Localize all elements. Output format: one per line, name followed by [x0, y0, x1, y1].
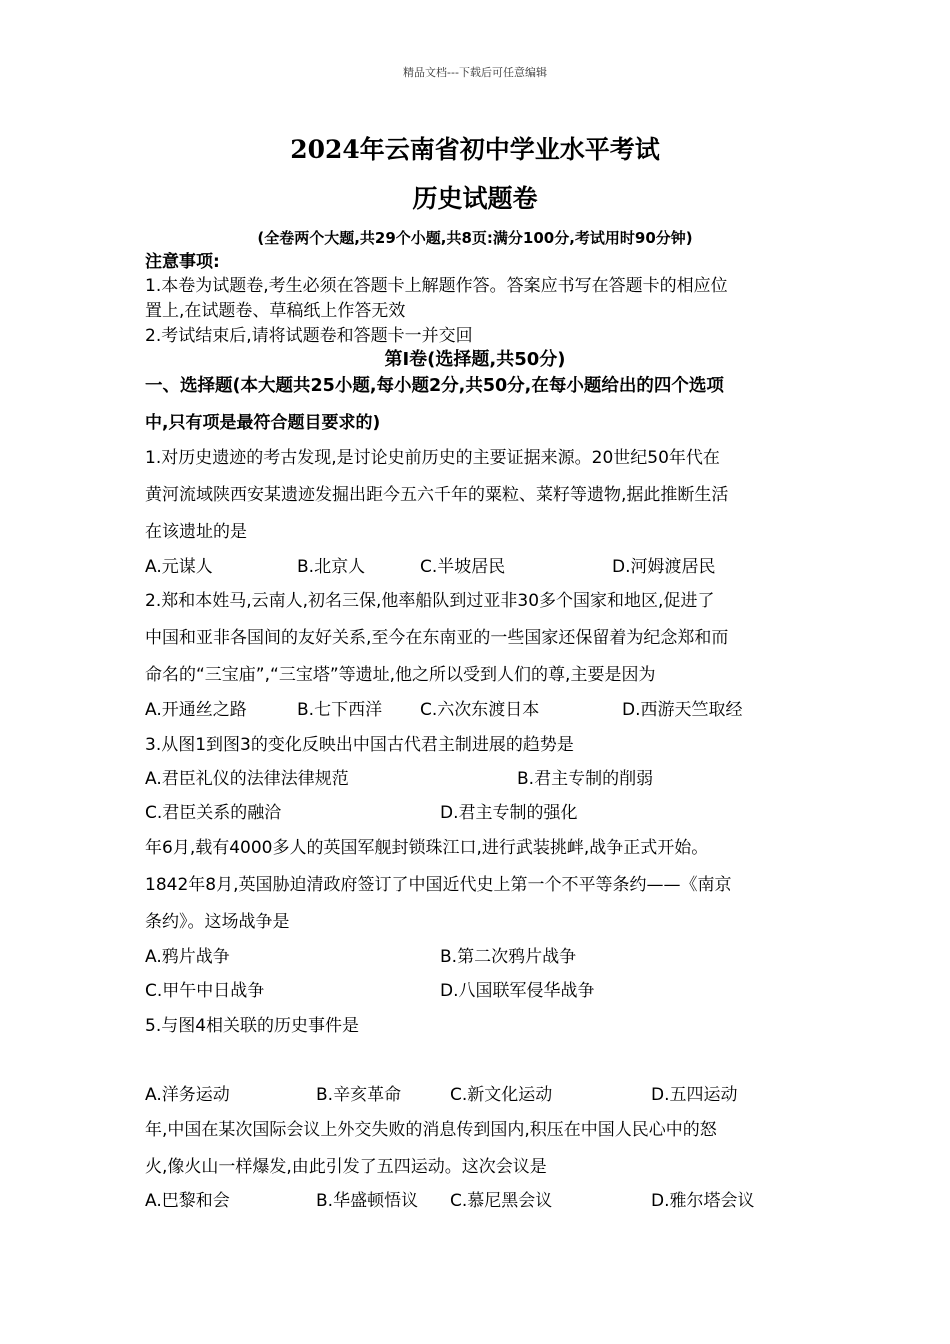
question-1-text: 1.对历史遗迹的考古发现,是讨论史前历史的主要证据来源。20世纪50年代在 [145, 448, 720, 468]
question-4-text: 年6月,载有4000多人的英国军舰封锁珠江口,进行武装挑衅,战争正式开始。 [145, 838, 709, 858]
question-4-option-a: A.鸦片战争 [145, 947, 230, 967]
question-2-option-a: A.开通丝之路 [145, 700, 247, 720]
question-1-option-a: A.元谋人 [145, 557, 213, 577]
question-2-option-c: C.六次东渡日本 [420, 700, 540, 720]
notes-heading: 注意事项: [145, 252, 220, 272]
part-heading: 中,只有项是最符合题目要求的) [145, 413, 381, 433]
question-6-text: 火,像火山一样爆发,由此引发了五四运动。这次会议是 [145, 1157, 547, 1177]
notes-line: 2.考试结束后,请将试题卷和答题卡一并交回 [145, 326, 473, 346]
question-1-option-c: C.半坡居民 [420, 557, 506, 577]
question-4-option-d: D.八国联军侵华战争 [440, 981, 595, 1001]
question-2-option-b: B.七下西洋 [297, 700, 383, 720]
question-6-option-d: D.雅尔塔会议 [651, 1191, 755, 1211]
question-5-option-c: C.新文化运动 [450, 1085, 553, 1105]
question-5-text: 5.与图4相关联的历史事件是 [145, 1016, 360, 1036]
question-5-option-d: D.五四运动 [651, 1085, 738, 1105]
question-6-text: 年,中国在某次国际会议上外交失败的消息传到国内,积压在中国人民心中的怒 [145, 1120, 717, 1140]
section-title: 第Ⅰ卷(选择题,共50分) [384, 349, 566, 370]
question-2-text: 中国和亚非各国间的友好关系,至今在东南亚的一些国家还保留着为纪念郑和而 [145, 628, 729, 648]
notes-line: 1.本卷为试题卷,考生必须在答题卡上解题作答。答案应书写在答题卡的相应位 [145, 276, 728, 296]
question-2-text: 2.郑和本姓马,云南人,初名三保,他率船队到过亚非30多个国家和地区,促进了 [145, 591, 715, 611]
question-2-option-d: D.西游天竺取经 [622, 700, 743, 720]
question-6-option-b: B.华盛顿悟议 [316, 1191, 419, 1211]
exam-title: 2024年云南省初中学业水平考试 [290, 135, 660, 164]
question-1-text: 在该遗址的是 [145, 522, 247, 542]
question-4-option-b: B.第二次鸦片战争 [440, 947, 577, 967]
notes-line: 置上,在试题卷、草稿纸上作答无效 [145, 301, 406, 321]
question-1-option-d: D.河姆渡居民 [612, 557, 716, 577]
question-3-option-b: B.君主专制的削弱 [517, 769, 654, 789]
question-4-option-c: C.甲午中日战争 [145, 981, 265, 1001]
exam-subtitle: 历史试题卷 [412, 184, 538, 213]
question-1-text: 黄河流域陕西安某遗迹发掘出距今五六千年的粟粒、菜籽等遗物,据此推断生活 [145, 485, 729, 505]
exam-info: (全卷两个大题,共29个小题,共8页:满分100分,考试用时90分钟) [257, 229, 693, 247]
question-1-option-b: B.北京人 [297, 557, 366, 577]
question-3-option-c: C.君臣关系的融洽 [145, 803, 282, 823]
question-6-option-a: A.巴黎和会 [145, 1191, 230, 1211]
question-3-option-a: A.君臣礼仪的法律法律规范 [145, 769, 349, 789]
question-6-option-c: C.慕尼黑会议 [450, 1191, 553, 1211]
question-2-text: 命名的“三宝庙”,“三宝塔”等遗址,他之所以受到人们的尊,主要是因为 [145, 665, 656, 685]
page-header: 精品文档---下载后可任意编辑 [403, 66, 547, 79]
question-3-option-d: D.君主专制的强化 [440, 803, 578, 823]
question-3-text: 3.从图1到图3的变化反映出中国古代君主制进展的趋势是 [145, 735, 574, 755]
question-5-option-a: A.洋务运动 [145, 1085, 230, 1105]
part-heading: 一、选择题(本大题共25小题,每小题2分,共50分,在每小题给出的四个选项 [145, 376, 724, 396]
question-5-option-b: B.辛亥革命 [316, 1085, 402, 1105]
question-4-text: 条约》。这场战争是 [145, 912, 290, 932]
question-4-text: 1842年8月,英国胁迫清政府签订了中国近代史上第一个不平等条约——《南京 [145, 875, 732, 895]
